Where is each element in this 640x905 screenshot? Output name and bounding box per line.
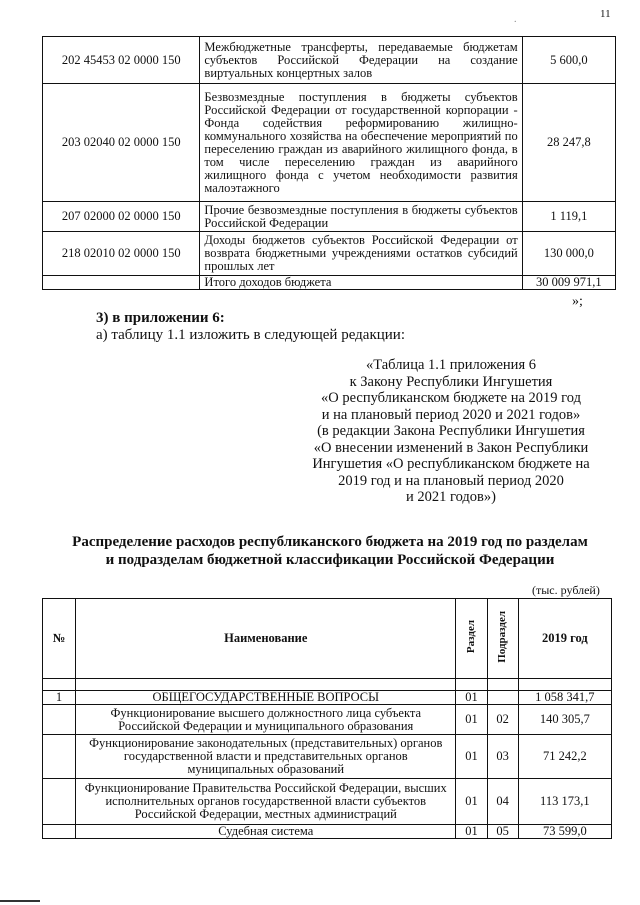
row-no xyxy=(43,705,76,735)
note-line: 2019 год и на плановый период 2020 xyxy=(338,472,564,489)
table-row xyxy=(43,825,612,839)
row-name: ОБЩЕГОСУДАРСТВЕННЫЕ ВОПРОСЫ xyxy=(76,691,456,705)
revenue-code: 202 45453 02 0000 150 xyxy=(43,37,200,84)
section-item-a: а) таблицу 1.1 изложить в следующей редакции: xyxy=(96,327,405,343)
table-row xyxy=(43,202,616,232)
row-subsection: 05 xyxy=(487,825,518,839)
row-section: 01 xyxy=(456,691,487,705)
note-line: к Закону Республики Ингушетия xyxy=(349,373,553,390)
total-row xyxy=(43,276,616,290)
note-line: (в редакции Закона Республики Ингушетия xyxy=(317,423,585,439)
row-amount: 140 305,7 xyxy=(518,705,611,735)
empty-cell xyxy=(43,679,76,691)
row-section: 01 xyxy=(456,779,487,825)
unit-label: (тыс. рублей) xyxy=(532,583,600,597)
note-line: Ингушетия «О республиканском бюджете на xyxy=(312,456,590,472)
header-section: Раздел xyxy=(464,620,477,654)
scan-dot: . xyxy=(514,14,517,25)
table-row xyxy=(43,37,616,84)
table-caption-note xyxy=(276,357,626,506)
total-label: Итого доходов бюджета xyxy=(200,276,522,290)
table-row xyxy=(43,84,616,202)
revenue-code: 218 02010 02 0000 150 xyxy=(43,232,200,276)
header-subsection-cell xyxy=(487,599,518,679)
header-no: № xyxy=(43,599,76,679)
row-amount: 71 242,2 xyxy=(518,735,611,779)
empty-cell xyxy=(487,679,518,691)
revenue-name: Безвозмездные поступления в бюджеты субъектов Российской Федерации от государственной корпорации - Фонда содействия реформированию жилищно-коммунального хозяйства на обеспечение мероприятий по переселению граждан из аварийного жилищного фонда, в том числе переселению граждан из аварийного жилищного фонда с учетом необходимости развития малоэтажного xyxy=(200,84,522,202)
revenue-name: Доходы бюджетов субъектов Российской Федерации от возврата бюджетными учреждениями остатков субсидий прошлых лет xyxy=(200,232,522,276)
row-subsection: 02 xyxy=(487,705,518,735)
revenue-code: 207 02000 02 0000 150 xyxy=(43,202,200,232)
header-name: Наименование xyxy=(76,599,456,679)
header-year: 2019 год xyxy=(518,599,611,679)
header-section-cell xyxy=(456,599,487,679)
scan-edge-line xyxy=(0,900,40,902)
empty-cell xyxy=(76,679,456,691)
row-subsection xyxy=(487,691,518,705)
note-line: и 2021 годов») xyxy=(406,489,496,505)
title-line: Распределение расходов республиканского бюджета на 2019 год по разделам xyxy=(72,534,588,550)
table-row xyxy=(43,735,612,779)
expense-table xyxy=(42,598,612,839)
row-amount: 1 058 341,7 xyxy=(518,691,611,705)
row-no: 1 xyxy=(43,691,76,705)
document-title xyxy=(44,533,616,569)
empty-cell xyxy=(456,679,487,691)
row-section: 01 xyxy=(456,705,487,735)
title-line: и подразделам бюджетной классификации Российской Федерации xyxy=(105,552,555,568)
note-line: «О внесении изменений в Закон Республики xyxy=(313,439,589,456)
revenue-name: Межбюджетные трансферты, передаваемые бюджетам субъектов Российской Федерации на создание виртуальных концертных залов xyxy=(200,37,522,84)
spacer-row xyxy=(43,679,612,691)
row-section: 01 xyxy=(456,735,487,779)
row-name: Функционирование Правительства Российской Федерации, высших исполнительных органов государственной власти субъектов Российской Федерации, местных администраций xyxy=(76,779,456,825)
row-amount: 73 599,0 xyxy=(518,825,611,839)
revenue-name: Прочие безвозмездные поступления в бюджеты субъектов Российской Федерации xyxy=(200,202,522,232)
row-name: Судебная система xyxy=(76,825,456,839)
table-row xyxy=(43,232,616,276)
note-line: и на плановый период 2020 и 2021 годов» xyxy=(321,406,581,423)
closing-quote: »; xyxy=(572,294,583,309)
header-subsection: Подраздел xyxy=(496,611,509,663)
page-number: 11 xyxy=(600,8,611,20)
note-line: «Таблица 1.1 приложения 6 xyxy=(366,357,536,373)
revenue-table xyxy=(42,36,616,290)
table-row xyxy=(43,705,612,735)
section-heading: 3) в приложении 6: xyxy=(96,310,225,326)
table-row xyxy=(43,691,612,705)
revenue-amount: 28 247,8 xyxy=(522,84,615,202)
row-no xyxy=(43,825,76,839)
row-subsection: 04 xyxy=(487,779,518,825)
row-section: 01 xyxy=(456,825,487,839)
revenue-amount: 130 000,0 xyxy=(522,232,615,276)
row-subsection: 03 xyxy=(487,735,518,779)
header-row xyxy=(43,599,612,679)
row-amount: 113 173,1 xyxy=(518,779,611,825)
total-amount: 30 009 971,1 xyxy=(522,276,615,290)
row-no xyxy=(43,779,76,825)
note-line: «О республиканском бюджете на 2019 год xyxy=(321,390,581,406)
row-no xyxy=(43,735,76,779)
total-empty-cell xyxy=(43,276,200,290)
row-name: Функционирование законодательных (представительных) органов государственной власти и представительных органов муниципальных образований xyxy=(76,735,456,779)
row-name: Функционирование высшего должностного лица субъекта Российской Федерации и муниципального образования xyxy=(76,705,456,735)
table-row xyxy=(43,779,612,825)
revenue-code: 203 02040 02 0000 150 xyxy=(43,84,200,202)
revenue-amount: 5 600,0 xyxy=(522,37,615,84)
revenue-amount: 1 119,1 xyxy=(522,202,615,232)
empty-cell xyxy=(518,679,611,691)
